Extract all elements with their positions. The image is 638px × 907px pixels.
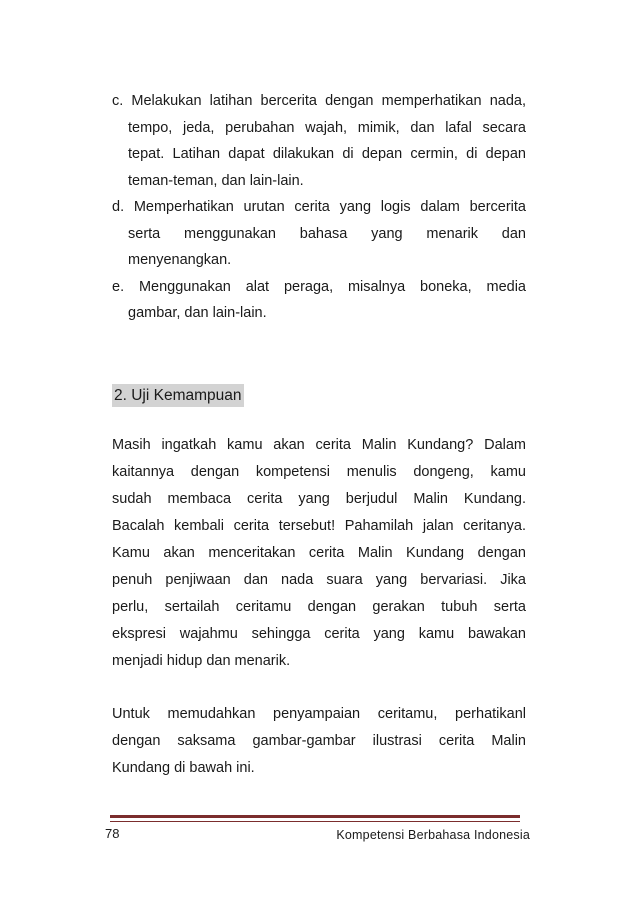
- footer-rule-thick: [110, 815, 520, 818]
- paragraph-line: Kamu akan menceritakan cerita Malin Kundang dengan: [112, 545, 526, 561]
- page-number: 78: [105, 826, 120, 841]
- tips-list: [112, 88, 526, 327]
- list-item-d-line-2: serta menggunakan bahasa yang menarik dan: [128, 225, 526, 242]
- paragraph-illustration-note: [112, 701, 526, 782]
- footer-rule-thin: [110, 821, 520, 822]
- list-item-e-line-2: gambar, dan lain-lain.: [128, 305, 267, 321]
- list-item-d-line-1: d. Memperhatikan urutan cerita yang logis dalam bercerita: [112, 199, 526, 215]
- list-item-c-line-3: tepat. Latihan dapat dilakukan di depan cermin, di depan: [128, 146, 526, 162]
- paragraph-instructions: [112, 432, 526, 675]
- paragraph-line: dengan saksama gambar-gambar ilustrasi cerita Malin: [112, 733, 526, 749]
- paragraph-line: kaitannya dengan kompetensi menulis dongeng, kamu: [112, 464, 526, 480]
- list-item-c-line-4: teman-teman, dan lain-lain.: [128, 172, 304, 189]
- paragraph-line: Untuk memudahkan penyampaian ceritamu, perhatikanl: [112, 706, 526, 722]
- list-item-d: [112, 194, 526, 274]
- list-item-e-line-1: e. Menggunakan alat peraga, misalnya boneka, media: [112, 278, 526, 295]
- paragraph-line: menjadi hidup dan menarik.: [112, 653, 291, 669]
- paragraph-line: Kundang di bawah ini.: [112, 760, 255, 776]
- paragraph-line: Masih ingatkah kamu akan cerita Malin Kundang? Dalam: [112, 437, 526, 453]
- list-item-c-line-2: tempo, jeda, perubahan wajah, mimik, dan lafal secara: [128, 119, 526, 136]
- paragraph-line: penuh penjiwaan dan nada suara yang bervariasi. Jika: [112, 572, 526, 588]
- paragraph-line: Bacalah kembali cerita tersebut! Pahamilah jalan ceritanya.: [112, 518, 526, 534]
- paragraph-line: ekspresi wajahmu sehingga cerita yang kamu bawakan: [112, 626, 526, 642]
- list-item-e: [112, 274, 526, 327]
- paragraph-line: sudah membaca cerita yang berjudul Malin Kundang.: [112, 491, 526, 507]
- paragraph-line: perlu, sertailah ceritamu dengan gerakan tubuh serta: [112, 599, 526, 615]
- footer-book-title: Kompetensi Berbahasa Indonesia: [336, 828, 530, 842]
- list-item-c: [112, 88, 526, 194]
- section-heading: 2. Uji Kemampuan: [112, 384, 244, 407]
- list-item-c-line-1: c. Melakukan latihan bercerita dengan memperhatikan nada,: [112, 93, 526, 109]
- list-item-d-line-3: menyenangkan.: [128, 252, 232, 268]
